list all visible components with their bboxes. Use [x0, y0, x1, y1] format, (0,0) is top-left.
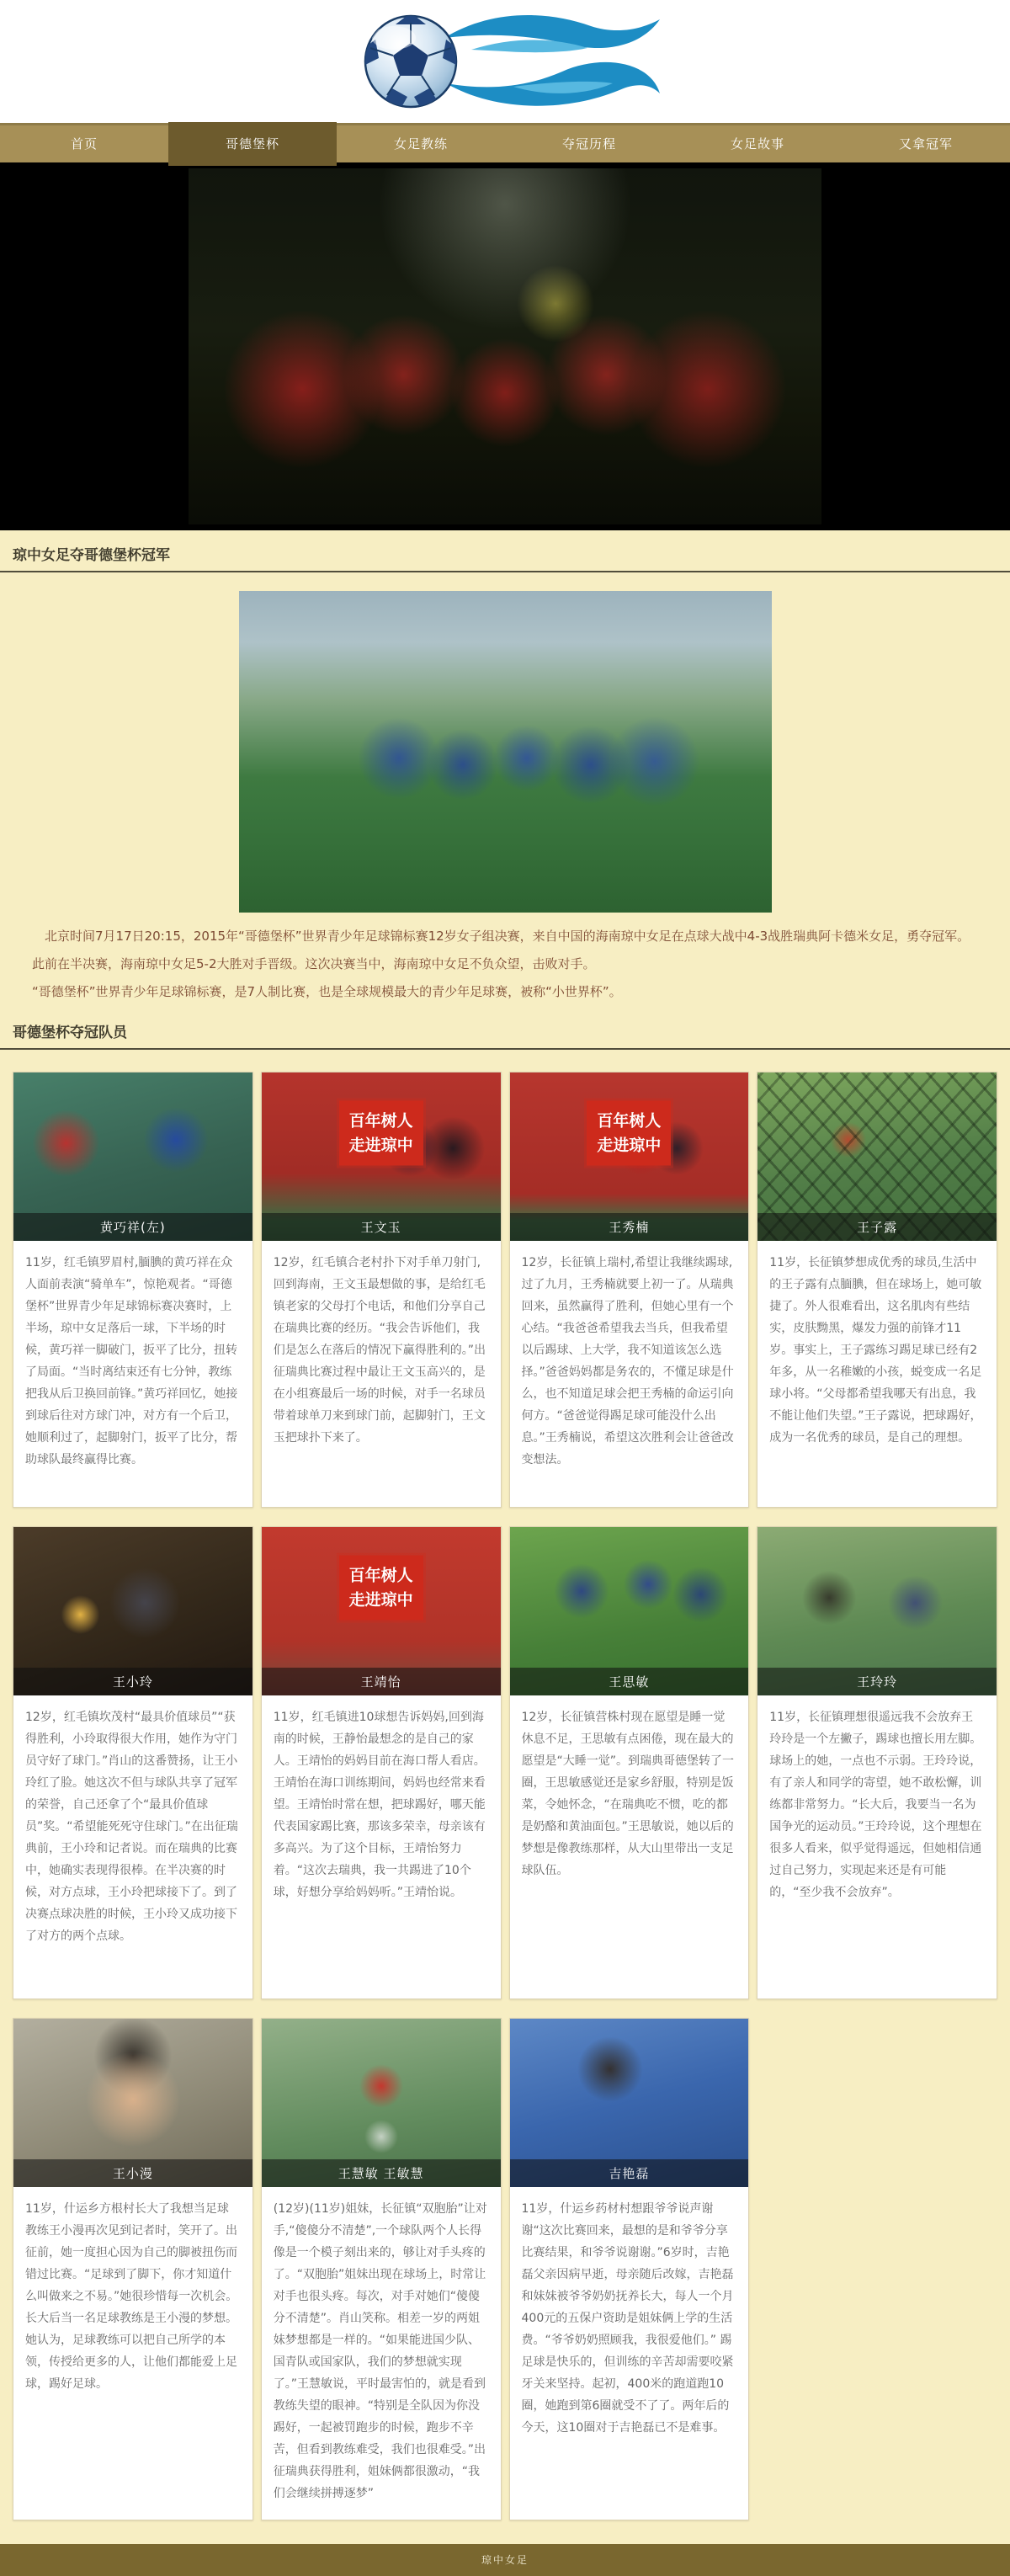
- player-bio: 11岁，红毛镇罗眉村,腼腆的黄巧祥在众人面前表演“骑单车”，惊艳观者。“哥德堡杯”世界青少年足球锦标赛决赛时，上半场，琼中女足落后一球，下半场的时候，黄巧祥一脚破门，扳平了比分，扭转了局面。“当时离结束还有七分钟，教练把我从后卫换回前锋。”黄巧祥回忆，她接到球后往对方球门冲，对方有一个后卫，她顺利过了，起脚射门，扳平了比分，帮助球队最终赢得比赛。: [25, 1256, 238, 1466]
- article-paragraph: 北京时间7月17日20:15，2015年“哥德堡杯”世界青少年足球锦标赛12岁女子组决赛，来自中国的海南琼中女足在点球大战中4-3战胜瑞典阿卡德米女足，勇夺冠军。: [45, 929, 970, 944]
- champion-section-title: 琼中女足夺哥德堡杯冠军: [13, 547, 170, 564]
- player-photo: [262, 1527, 501, 1695]
- player-bio: 12岁，长征镇上瑞村,希望让我继续踢球,过了九月，王秀楠就要上初一了。从瑞典回来，虽然赢得了胜利，但她心里有一个心结。“我爸爸希望我去当兵，但我希望以后踢球、上大学，我不知道该怎么选择。”爸爸妈妈都是务农的，不懂足球是什么，也不知道足球会把王秀楠的命运引向何方。“爸爸觉得踢足球可能没什么出息。”王秀楠说，希望这次胜利会让爸爸改变想法。: [521, 1256, 734, 1466]
- player-card: [757, 1526, 997, 1999]
- hero-section: [0, 162, 1010, 530]
- player-name: 王靖怡: [262, 1668, 501, 1695]
- player-photo: [262, 2019, 501, 2187]
- player-bio: 11岁，长征镇理想很遥远我不会放弃王玲玲是一个左撇子，踢球也擅长用左脚。球场上的她，一点也不示弱。王玲玲说，有了亲人和同学的寄望，她不敢松懈，训练都非常努力。“长大后，我要当一名为国争光的运动员。”王玲玲说，这个理想在很多人看来，似乎觉得遥远，但她相信通过自己努力，实现起来还是有可能的，“至少我不会放弃”。: [769, 1711, 982, 1899]
- player-name: 王思敏: [510, 1668, 749, 1695]
- article-paragraph: 此前在半决赛，海南琼中女足5-2大胜对手晋级。这次决赛当中，海南琼中女足不负众望，击败对手。: [32, 956, 596, 971]
- player-card: [13, 1072, 253, 1508]
- soccer-ball-flame-logo: [345, 6, 665, 117]
- nav-item-another-title[interactable]: 又拿冠军: [898, 136, 953, 152]
- player-photo: [758, 1072, 997, 1241]
- player-card: [757, 1072, 997, 1508]
- nav-item-stories[interactable]: 女足故事: [730, 136, 784, 152]
- player-name: 黄巧祥(左): [13, 1213, 252, 1241]
- player-photo: [13, 2019, 252, 2187]
- player-bio: 11岁，长征镇梦想成优秀的球员,生活中的王子露有点腼腆，但在球场上，她可敏捷了。外人很难看出，这名肌肉有些结实，皮肤黝黑，爆发力强的前锋才11岁。事实上，王子露练习踢足球已经有2年多，从一名稚嫩的小孩，蜕变成一名足球小将。“父母都希望我哪天有出息，我不能让他们失望。”王子露说，把球踢好，成为一名优秀的球员，是自己的理想。: [769, 1256, 982, 1445]
- player-bio: 12岁，红毛镇坎茂村“最具价值球员”“获得胜利，小玲取得很大作用，她作为守门员守好了球门。”肖山的这番赞扬，让王小玲红了脸。她这次不但与球队共享了冠军的荣誉，自己还拿了个“最具价值球员”奖。“希望能死死守住球门。”在出征瑞典前，王小玲和记者说。而在瑞典的比赛中，她确实表现得很棒。在半决赛的时候，对方点球，王小玲把球接下了。到了决赛点球决胜的时候，王小玲又成功接下了对方的两个点球。: [25, 1711, 238, 1943]
- nav-item-gothia-cup[interactable]: 哥德堡杯: [168, 122, 337, 166]
- nav-item-home[interactable]: 首页: [70, 136, 98, 152]
- player-photo: [510, 1527, 749, 1695]
- player-bio: 12岁，长征镇营株村现在愿望是睡一觉休息不足，王思敏有点困倦，现在最大的愿望是“大睡一觉”。到瑞典哥德堡转了一圈，王思敏感觉还是家乡舒服，特别是饭菜，令她怀念，“在瑞典吃不惯，吃的都是奶酪和黄油面包。”王思敏说，她以后的梦想是像教练那样，从大山里带出一支足球队伍。: [521, 1711, 735, 1877]
- player-name: 王小玲: [13, 1668, 252, 1695]
- player-card: [13, 2018, 253, 2520]
- main-nav: [0, 125, 1010, 162]
- player-bio: 12岁，红毛镇合老村扑下对手单刀射门,回到海南，王文玉最想做的事，是给红毛镇老家的父母打个电话，和他们分享自己在瑞典比赛的经历。“我会告诉他们，我们是怎么在落后的情况下赢得胜利的。”出征瑞典比赛过程中最让王文玉高兴的，是在小组赛最后一场的时候，对手一名球员带着球单刀来到球门前，起脚射门，王文玉把球扑下来了。: [273, 1256, 486, 1445]
- article-text: [32, 924, 978, 1004]
- player-name: 吉艳磊: [510, 2159, 749, 2187]
- player-photo: [13, 1527, 252, 1695]
- footer-text: 琼中女足: [481, 2554, 529, 2566]
- player-name: 王慧敏 王敏慧: [262, 2159, 501, 2187]
- player-card: [261, 2018, 502, 2520]
- player-card: [13, 1526, 253, 1999]
- player-card: [261, 1526, 502, 1999]
- player-name: 王玲玲: [758, 1668, 997, 1695]
- players-section-title: 哥德堡杯夺冠队员: [13, 1025, 127, 1041]
- site-header: [0, 0, 1010, 123]
- player-name: 王小漫: [13, 2159, 252, 2187]
- player-name: 王文玉: [262, 1213, 501, 1241]
- player-name: 王子露: [758, 1213, 997, 1241]
- player-photo: [758, 1527, 997, 1695]
- player-bio: 11岁，什运乡方根村长大了我想当足球教练王小漫再次见到记者时，笑开了。出征前，她一度担心因为自己的脚被扭伤而错过比赛。“足球到了脚下，你才知道什么叫做来之不易。”她很珍惜每一次机会。长大后当一名足球教练是王小漫的梦想。她认为，足球教练可以把自己所学的本领，传授给更多的人，让他们都能爱上足球，踢好足球。: [25, 2202, 238, 2391]
- player-card: [509, 1526, 750, 1999]
- article-paragraph: “哥德堡杯”世界青少年足球锦标赛，是7人制比赛，也是全球规模最大的青少年足球赛，被称“小世界杯”。: [32, 984, 622, 999]
- player-photo: [510, 1072, 749, 1241]
- player-photo: [262, 1072, 501, 1241]
- section-divider: [0, 1048, 1010, 1050]
- player-bio: 11岁，什运乡药材村想跟爷爷说声谢谢“这次比赛回来，最想的是和爷爷分享比赛结果，和爷爷说谢谢。”6岁时，吉艳磊父亲因病早逝，母亲随后改嫁，吉艳磊和妹妹被爷爷奶奶抚养长大，每人一个月400元的五保户资助是姐妹俩上学的生活费。“爷爷奶奶照顾我，我很爱他们。” 踢足球是快乐的，但训练的辛苦却需要咬紧牙关来坚持。起初，400米的跑道跑10圈，她跑到第6圈就受不了了。两年后的今天，这10圈对于吉艳磊已不是难事。: [521, 2202, 734, 2435]
- player-bio: (12岁)(11岁)姐妹，长征镇“双胞胎”让对手,“傻傻分不清楚”,一个球队两个人长得像是一个模子刻出来的，够让对手头疼的了。“双胞胎”姐妹出现在球场上，时常让对手也很头疼。每次，对手对她们“傻傻分不清楚”。肖山笑称。相差一岁的两姐妹梦想都是一样的。“如果能进国少队、国青队或国家队，我们的梦想就实现了。”王慧敏说，平时最害怕的，就是看到教练失望的眼神。“特别是全队因为你没踢好，一起被罚跑步的时候，跑步不辛苦，但看到教练难受，我们也很难受。”出征瑞典获得胜利，姐妹俩都很激动，“我们会继续拼搏逐梦”: [273, 2202, 487, 2500]
- players-grid: [13, 1072, 997, 2520]
- photo-banner-text: 百年树人 走进琼中: [587, 1101, 671, 1166]
- player-photo: [13, 1072, 252, 1241]
- site-footer: [0, 2544, 1010, 2576]
- player-card: [509, 1072, 750, 1508]
- photo-banner-text: 百年树人 走进琼中: [339, 1556, 423, 1621]
- player-photo: [510, 2019, 749, 2187]
- section-divider: [0, 571, 1010, 572]
- nav-item-coach[interactable]: 女足教练: [393, 136, 448, 152]
- hero-team-photo: [189, 168, 821, 524]
- article-team-photo: [239, 591, 772, 913]
- main-content: [0, 530, 1010, 2544]
- player-name: 王秀楠: [510, 1213, 749, 1241]
- player-bio: 11岁，红毛镇进10球想告诉妈妈,回到海南的时候，王静怡最想念的是自己的家人。王靖怡的妈妈目前在海口帮人看店。王靖怡在海口训练期间，妈妈也经常来看望。王靖怡时常在想，把球踢好，哪天能代表国家踢比赛，那该多荣幸，母亲该有多高兴。为了这个目标，王靖怡努力着。“这次去瑞典，我一共踢进了10个球，好想分享给妈妈听。”王靖怡说。: [273, 1711, 486, 1899]
- player-card: [261, 1072, 502, 1508]
- player-card: [509, 2018, 750, 2520]
- nav-item-journey[interactable]: 夺冠历程: [561, 136, 616, 152]
- photo-banner-text: 百年树人 走进琼中: [339, 1101, 423, 1166]
